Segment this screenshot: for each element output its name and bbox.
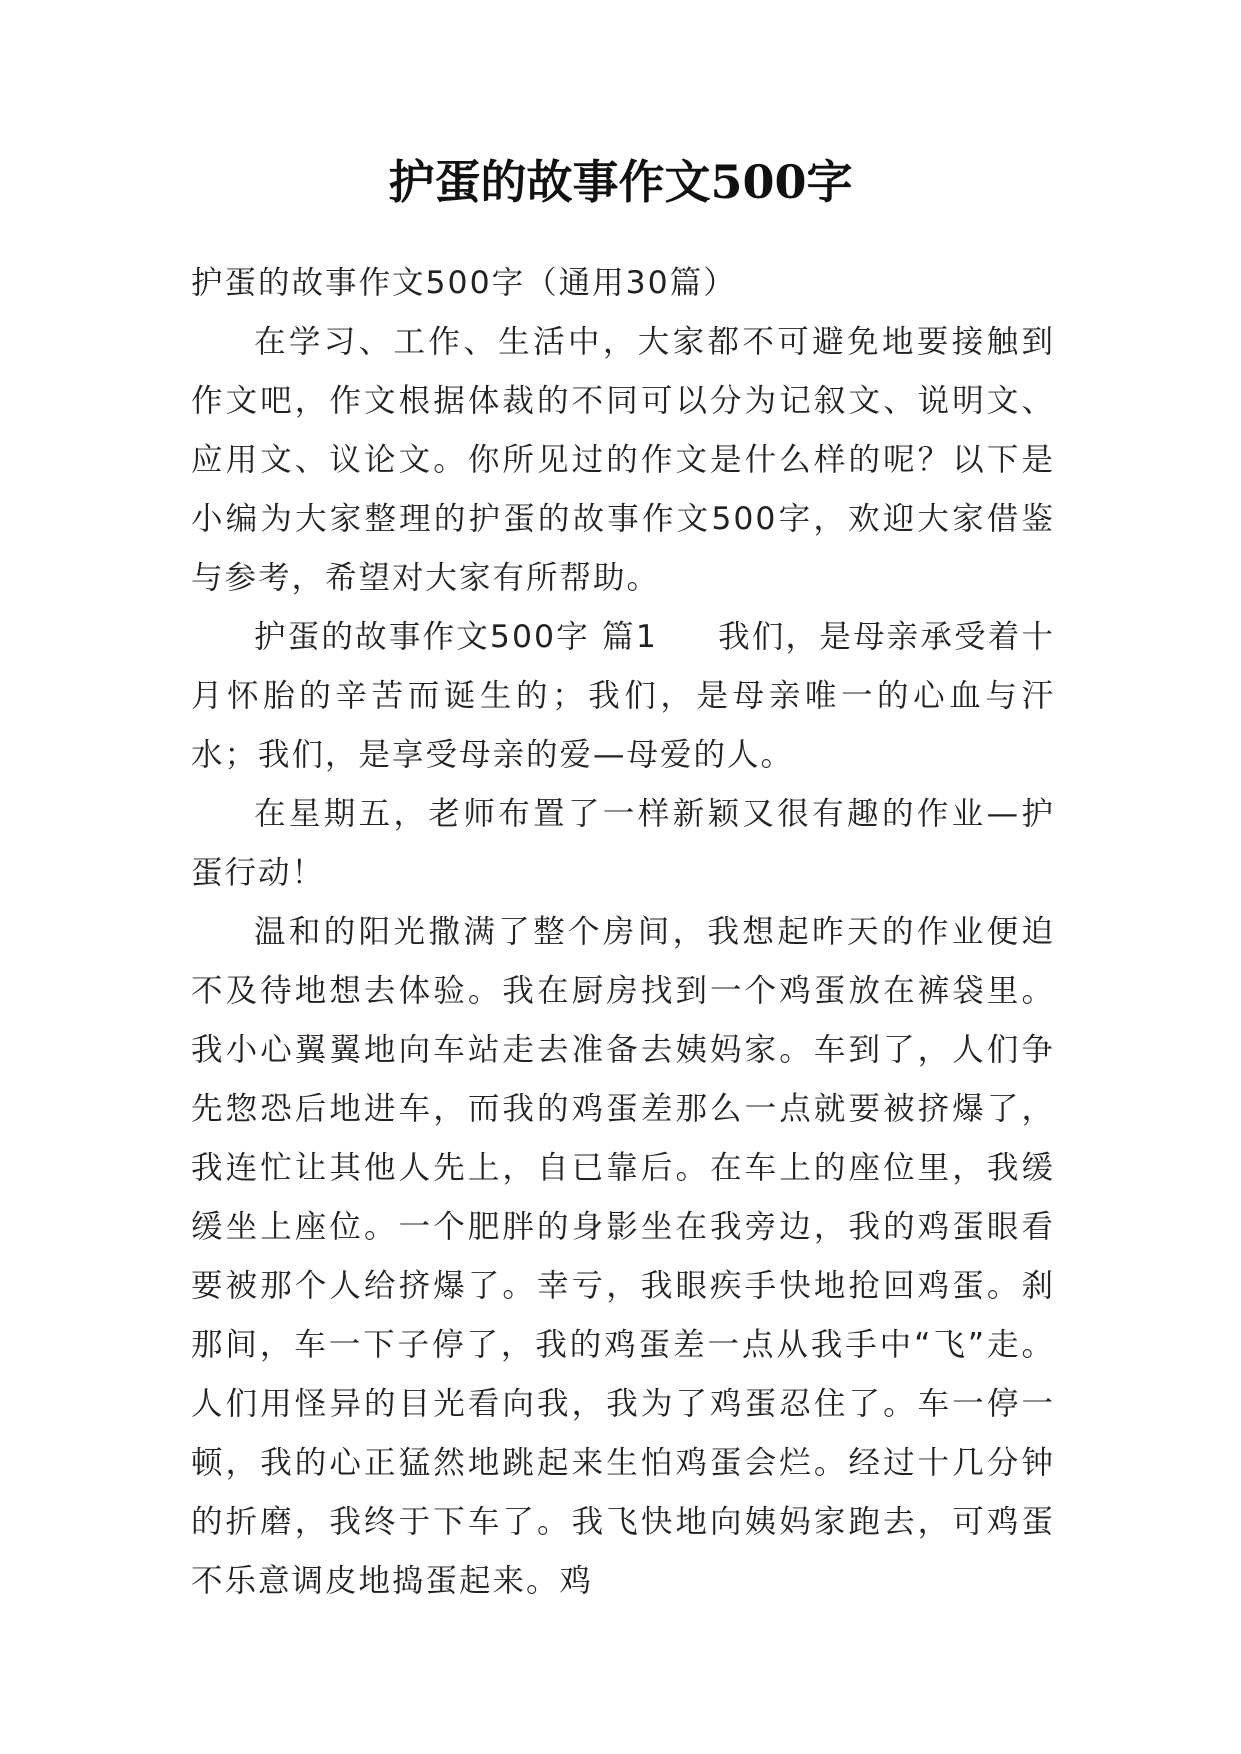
story-paragraph: 温和的阳光撒满了整个房间，我想起昨天的作业便迫不及待地想去体验。我在厨房找到一个鸡蛋放在裤袋里。我小心翼翼地向车站走去准备去姨妈家。车到了，人们争先惣恐后地进车，而我的鸡蛋差那么一点就要被挤爆了，我连忙让其他人先上，自已靠后。在车上的座位里，我缓缓坐上座位。一个肥胖的身影坐在我旁边，我的鸡蛋眼看要被那个人给挤爆了。幸亏，我眼疾手快地抢回鸡蛋。刹那间，车一下子停了，我的鸡蛋差一点从我手中“飞”走。人们用怪异的目光看向我，我为了鸡蛋忍住了。车一停一顿，我的心正猛然地跳起来生怕鸡蛋会烂。经过十几分钟的折磨，我终于下车了。我飞快地向姨妈家跑去，可鸡蛋不乐意调皮地捣蛋起来。鸡 xyxy=(191,914,1055,1599)
intro-paragraph: 在学习、工作、生活中，大家都不可避免地要接触到作文吧，作文根据体裁的不同可以分为记叙文、说明文、应用文、议论文。你所见过的作文是什么样的呢？以下是小编为大家整理的护蛋的故事作文500字，欢迎大家借鉴与参考，希望对大家有所帮助。 xyxy=(191,324,1055,596)
chapter-first-paragraph: 我们，是母亲承受着十月怀胎的辛苦而诞生的；我们，是母亲唯一的心血与汗水；我们，是享受母亲的爱—母爱的人。 xyxy=(191,619,1055,773)
assignment-paragraph: 在星期五，老师布置了一样新颖又很有趣的作业—护蛋行动！ xyxy=(191,796,1055,891)
chapter-paragraph xyxy=(191,608,1055,785)
document-title: 护蛋的故事作文500字 xyxy=(388,155,853,209)
document-body xyxy=(191,254,1055,1611)
document-subtitle: 护蛋的故事作文500字（通用30篇） xyxy=(191,265,737,301)
chapter-label: 护蛋的故事作文500字 篇1 xyxy=(254,619,658,655)
